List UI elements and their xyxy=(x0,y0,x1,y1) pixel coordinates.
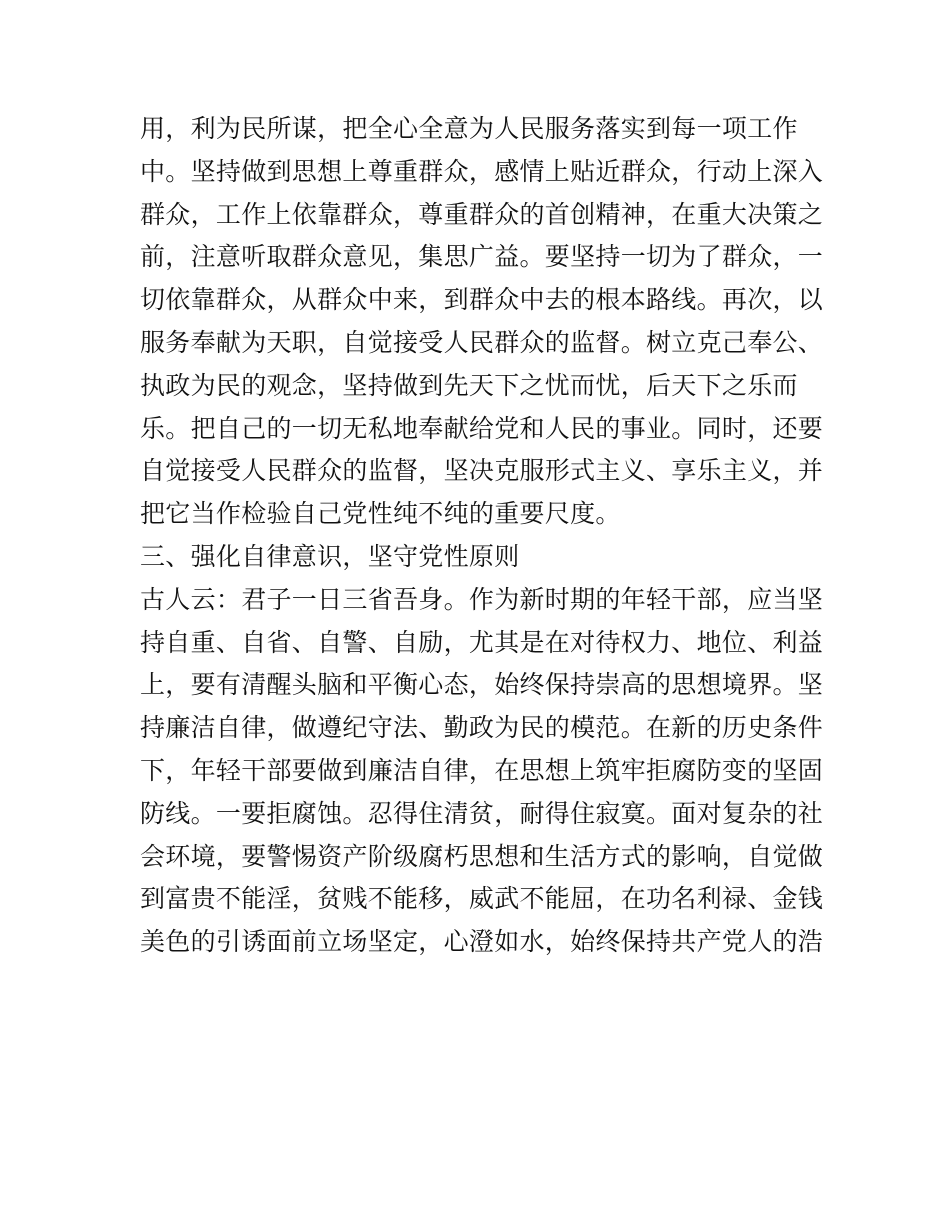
text-line: 上，要有清醒头脑和平衡心态，始终保持崇高的思想境界。坚 xyxy=(140,670,824,700)
text-line: 自觉接受人民群众的监督，坚决克服形式主义、享乐主义，并 xyxy=(140,456,824,486)
text-line: 防线。一要拒腐蚀。忍得住清贫，耐得住寂寞。面对复杂的社 xyxy=(140,798,824,828)
text-line: 持自重、自省、自警、自励，尤其是在对待权力、地位、利益 xyxy=(140,627,824,657)
text-line: 群众，工作上依靠群众，尊重群众的首创精神，在重大决策之 xyxy=(140,199,824,229)
text-line: 中。坚持做到思想上尊重群众，感情上贴近群众，行动上深入 xyxy=(140,156,824,186)
text-line: 会环境，要警惕资产阶级腐朽思想和生活方式的影响，自觉做 xyxy=(140,841,824,871)
document-body xyxy=(140,108,824,964)
text-line: 下，年轻干部要做到廉洁自律，在思想上筑牢拒腐防变的坚固 xyxy=(140,755,824,785)
text-line: 切依靠群众，从群众中来，到群众中去的根本路线。再次，以 xyxy=(140,285,824,315)
text-line: 执政为民的观念，坚持做到先天下之忧而忧，后天下之乐而 xyxy=(140,370,798,400)
text-line: 古人云：君子一日三省吾身。作为新时期的年轻干部，应当坚 xyxy=(140,584,824,614)
text-line: 服务奉献为天职，自觉接受人民群众的监督。树立克己奉公、 xyxy=(140,327,824,357)
text-line: 用，利为民所谋，把全心全意为人民服务落实到每一项工作 xyxy=(140,114,798,143)
text-line: 美色的引诱面前立场坚定，心澄如水，始终保持共产党人的浩 xyxy=(140,927,824,957)
text-line: 乐。把自己的一切无私地奉献给党和人民的事业。同时，还要 xyxy=(140,413,824,443)
text-line: 持廉洁自律，做遵纪守法、勤政为民的模范。在新的历史条件 xyxy=(140,713,824,743)
text-line: 到富贵不能淫，贫贱不能移，威武不能屈，在功名利禄、金钱 xyxy=(140,884,824,914)
text-line: 前，注意听取群众意见，集思广益。要坚持一切为了群众，一 xyxy=(140,242,824,272)
section-heading: 三、强化自律意识，坚守党性原则 xyxy=(140,541,520,571)
text-line: 把它当作检验自己党性纯不纯的重要尺度。 xyxy=(140,499,621,529)
